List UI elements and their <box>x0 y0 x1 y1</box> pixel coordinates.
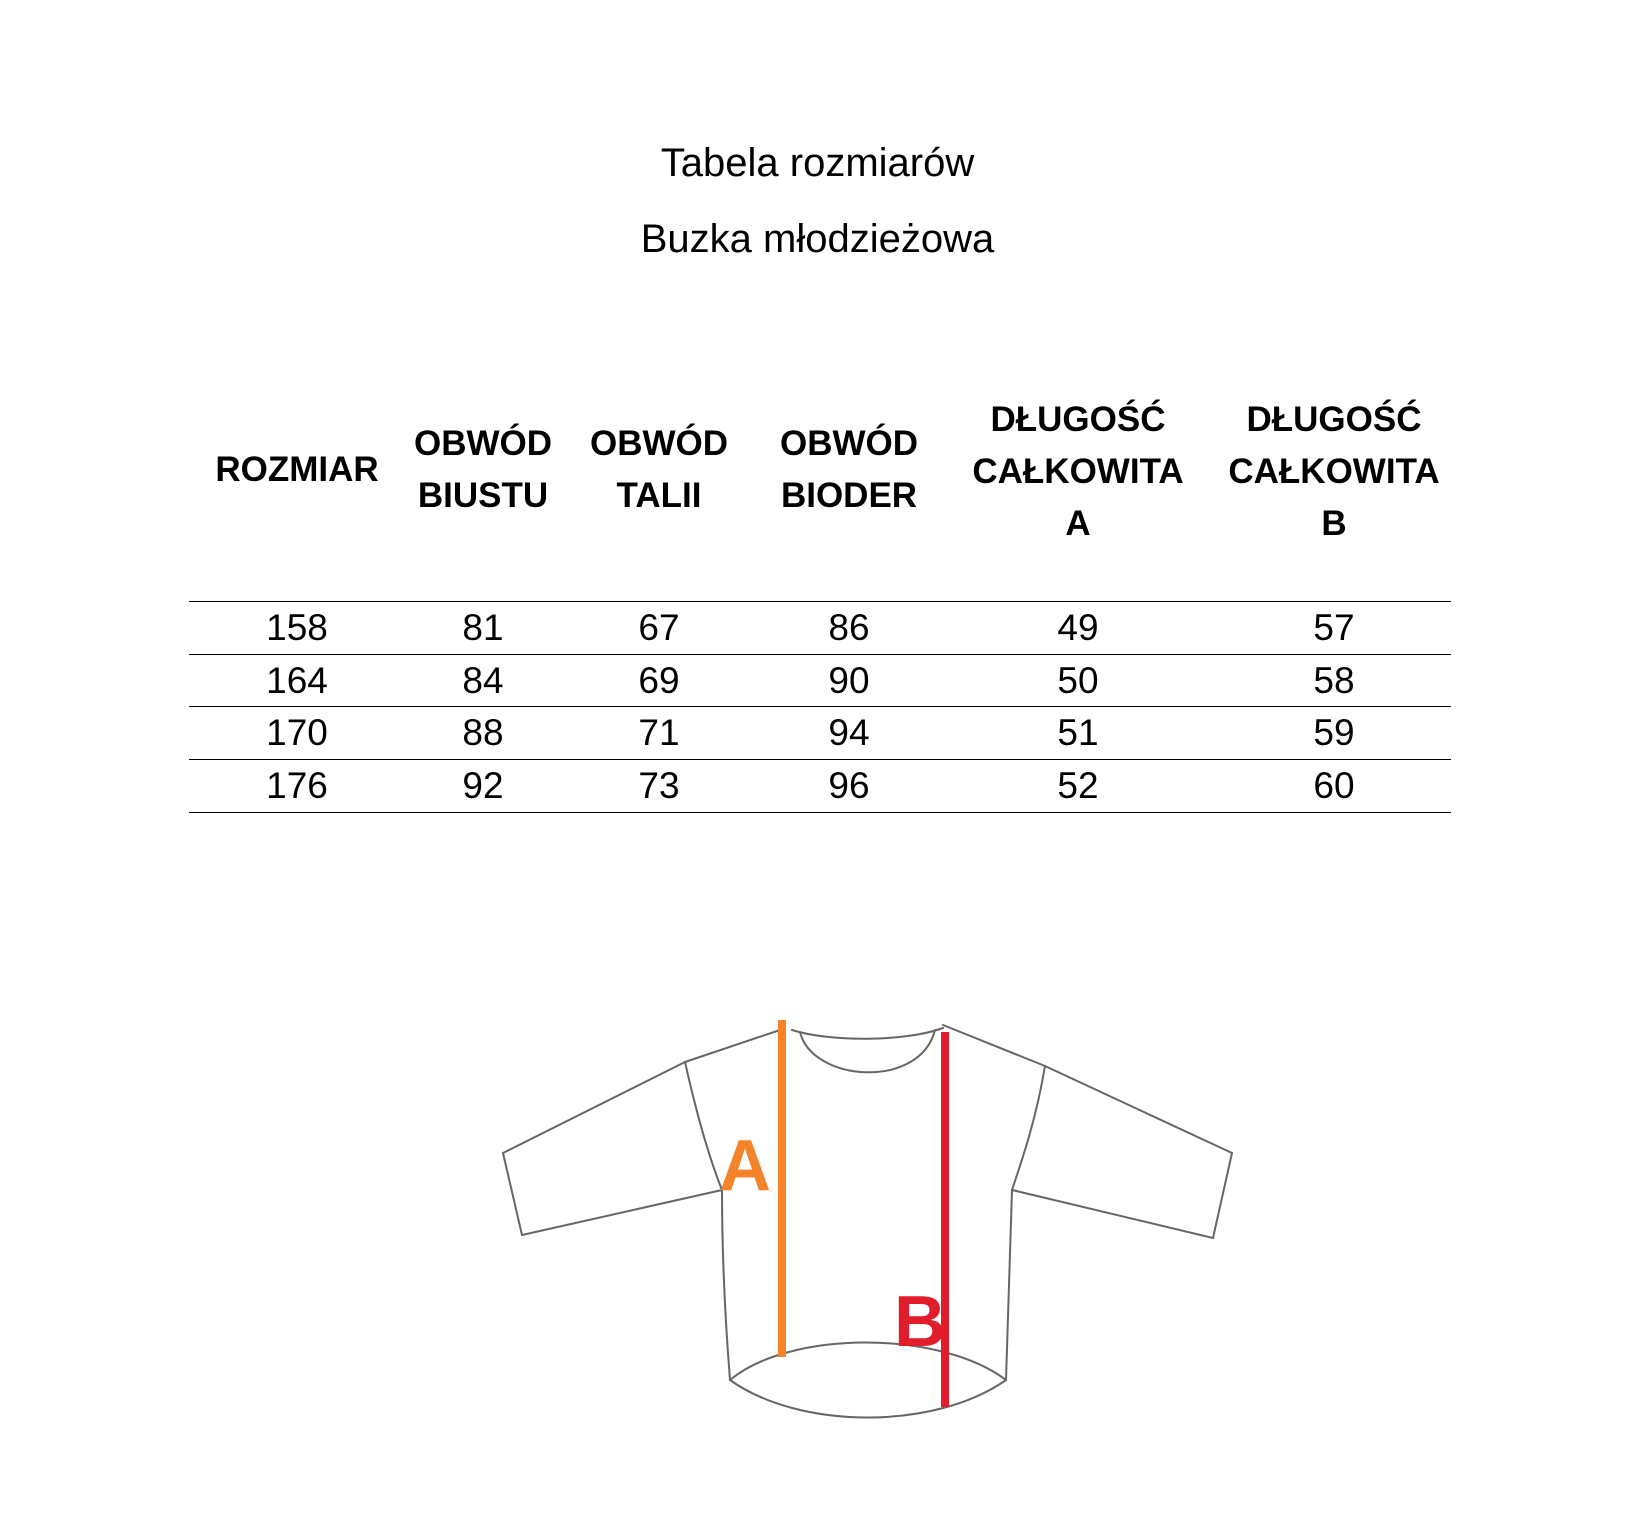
page-subtitle: Buzka młodzieżowa <box>640 217 995 261</box>
cell-waist: 67 <box>638 607 680 648</box>
left-side-seam <box>722 1190 730 1380</box>
cell-length-a: 52 <box>1057 765 1099 806</box>
left-armhole-seam <box>685 1062 722 1190</box>
cell-bust: 84 <box>462 660 504 701</box>
cell-hips: 96 <box>828 765 870 806</box>
right-side-seam <box>1006 1190 1012 1380</box>
header-line: OBWÓD <box>413 424 553 463</box>
cell-size: 170 <box>266 712 328 753</box>
cell-length-a: 49 <box>1057 607 1099 648</box>
header-line: OBWÓD <box>589 424 729 463</box>
cell-length-a: 50 <box>1057 660 1099 701</box>
header-line: BIUSTU <box>417 476 549 515</box>
header-line: OBWÓD <box>779 424 919 463</box>
header-line: TALII <box>616 476 702 515</box>
label-b: B <box>894 1282 946 1362</box>
cell-length-a: 51 <box>1057 712 1099 753</box>
cell-hips: 86 <box>828 607 870 648</box>
cell-waist: 69 <box>638 660 680 701</box>
cell-length-b: 57 <box>1313 607 1355 648</box>
right-armhole-seam <box>1012 1066 1045 1190</box>
page-title: Tabela rozmiarów <box>660 141 975 185</box>
cell-hips: 90 <box>828 660 870 701</box>
label-a: A <box>719 1126 771 1206</box>
cell-size: 176 <box>266 765 328 806</box>
header-line: CAŁKOWITA <box>972 452 1184 491</box>
header-line: CAŁKOWITA <box>1228 452 1440 491</box>
header-line: ROZMIAR <box>215 450 379 489</box>
cell-hips: 94 <box>828 712 870 753</box>
header-line: DŁUGOŚĆ <box>990 400 1166 439</box>
right-cuff <box>1213 1153 1232 1238</box>
left-shoulder-line <box>685 1030 780 1062</box>
cell-length-b: 58 <box>1313 660 1355 701</box>
cell-size: 158 <box>266 607 328 648</box>
header-line: BIODER <box>780 476 918 515</box>
garment-outline <box>503 1025 1232 1418</box>
right-sleeve-bottom <box>1012 1190 1213 1238</box>
header-line: A <box>1065 504 1091 543</box>
right-sleeve-top <box>1045 1066 1232 1153</box>
left-sleeve-top <box>503 1062 685 1153</box>
cell-bust: 88 <box>462 712 504 753</box>
hem-back <box>730 1343 1006 1381</box>
header-line: DŁUGOŚĆ <box>1246 400 1422 439</box>
header-line: B <box>1321 504 1347 543</box>
neckline-back <box>792 1028 943 1039</box>
cell-waist: 71 <box>638 712 680 753</box>
left-cuff <box>503 1153 522 1235</box>
cell-bust: 81 <box>462 607 504 648</box>
cell-bust: 92 <box>462 765 504 806</box>
cell-length-b: 59 <box>1313 712 1355 753</box>
hem-front <box>730 1380 1006 1418</box>
cell-length-b: 60 <box>1313 765 1355 806</box>
cell-waist: 73 <box>638 765 680 806</box>
left-sleeve-bottom <box>522 1190 722 1235</box>
cell-size: 164 <box>266 660 328 701</box>
right-shoulder-line <box>943 1025 1045 1066</box>
